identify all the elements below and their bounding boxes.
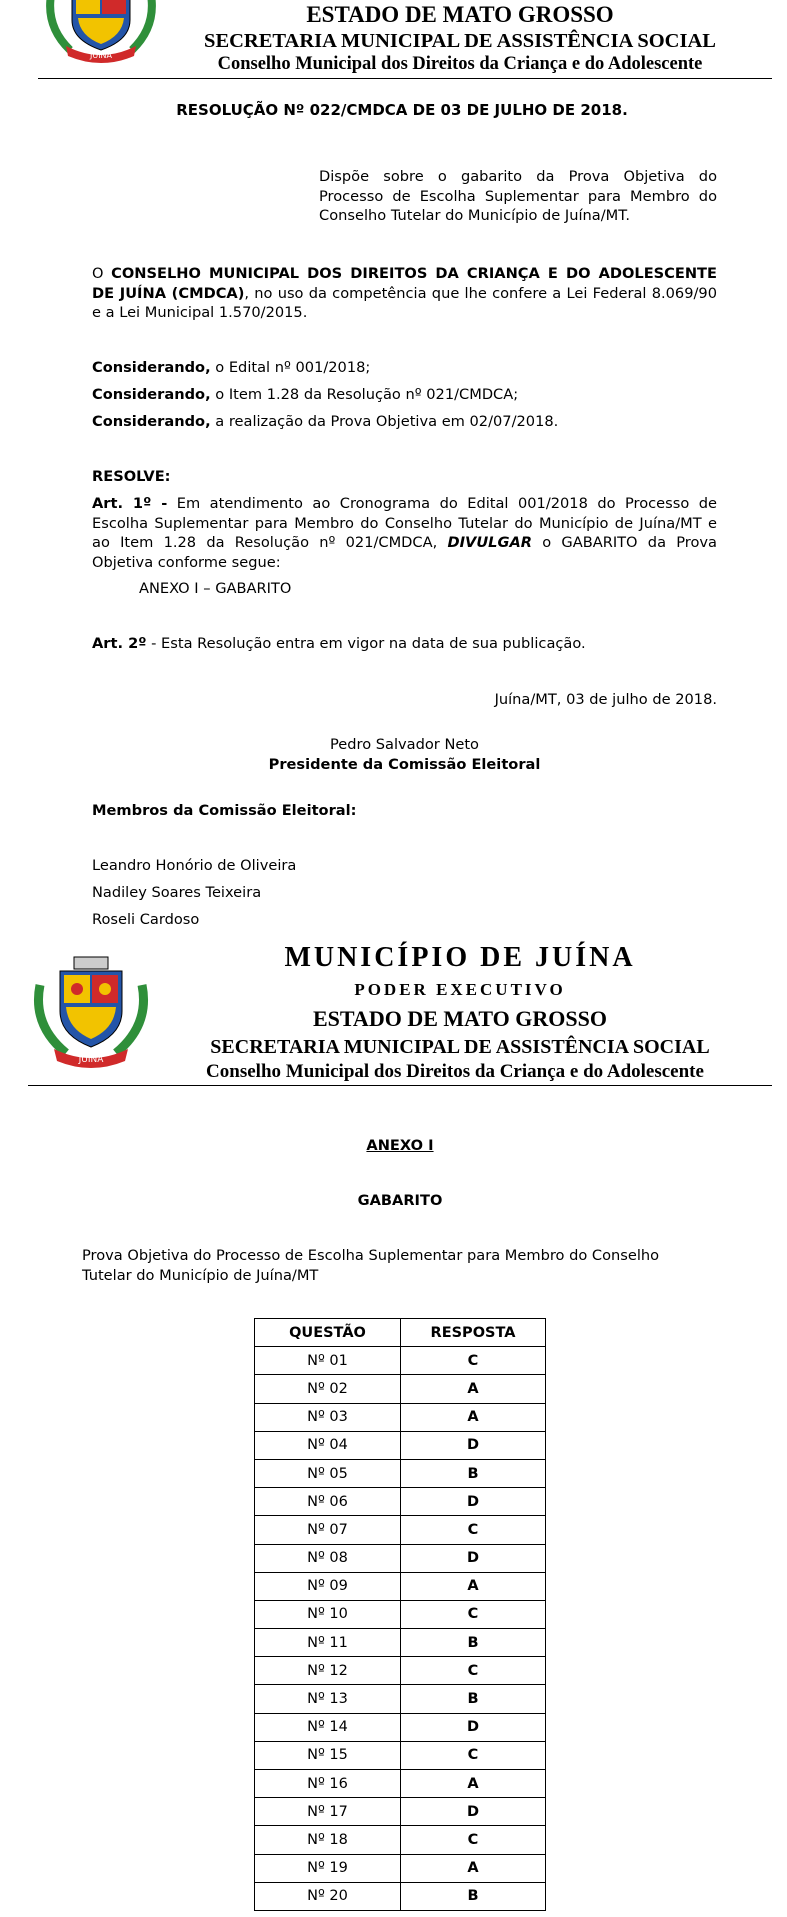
- art2-text: - Esta Resolução entra em vigor na data de sua publicação.: [146, 635, 586, 652]
- answer-cell: A: [401, 1403, 546, 1431]
- considerando-3: [92, 412, 717, 432]
- answer-cell: D: [401, 1713, 546, 1741]
- annex-description: Prova Objetiva do Processo de Escolha Suplementar para Membro do Conselho Tutelar do Município de Juína/MT: [82, 1247, 660, 1284]
- question-cell: Nº 01: [255, 1347, 401, 1375]
- table-row: [255, 1713, 546, 1741]
- answer-cell: C: [401, 1657, 546, 1685]
- question-cell: Nº 20: [255, 1882, 401, 1910]
- table-row: [255, 1488, 546, 1516]
- question-cell: Nº 04: [255, 1431, 401, 1459]
- considerando-text: o Edital nº 001/2018;: [210, 359, 371, 376]
- art1-text-a: Em atendimento ao Cronograma do Edital 001/2018 do Processo de Escolha Suplementar para Membro do Conselho Tutelar do Município de Juína/MT e ao Item 1.28 da Resolução nº 021/CMDCA,: [92, 495, 717, 551]
- art1-text-b: o GABARITO da Prova Objetiva conforme segue:: [92, 534, 717, 571]
- table-row: [255, 1770, 546, 1798]
- resolve-heading: RESOLVE:: [92, 468, 171, 485]
- intro-prefix: O: [92, 265, 112, 282]
- answer-cell: C: [401, 1347, 546, 1375]
- considerando-1: [92, 358, 717, 378]
- table-row: [255, 1431, 546, 1459]
- header-conselho: Conselho Municipal dos Direitos da Criança e do Adolescente: [217, 54, 703, 74]
- member-3: Roseli Cardoso: [92, 911, 200, 928]
- article-2: [92, 634, 717, 654]
- signer-name: Pedro Salvador Neto: [330, 736, 479, 753]
- crest-label-top: JUINA: [89, 51, 113, 60]
- column-header-answer: RESPOSTA: [401, 1319, 546, 1347]
- question-cell: Nº 19: [255, 1854, 401, 1882]
- considerando-text: o Item 1.28 da Resolução nº 021/CMDCA;: [210, 386, 519, 403]
- table-row: [255, 1403, 546, 1431]
- answer-cell: D: [401, 1488, 546, 1516]
- resolution-title: RESOLUÇÃO Nº 022/CMDCA DE 03 DE JULHO DE 2018.: [176, 101, 628, 119]
- table-row: [255, 1600, 546, 1628]
- table-row: [255, 1375, 546, 1403]
- table-row: [255, 1629, 546, 1657]
- table-row: [255, 1685, 546, 1713]
- place-date: Juína/MT, 03 de julho de 2018.: [494, 691, 717, 708]
- answer-cell: B: [401, 1459, 546, 1487]
- annex-reference: ANEXO I – GABARITO: [139, 580, 292, 597]
- header-divider: [38, 78, 772, 79]
- question-cell: Nº 13: [255, 1685, 401, 1713]
- question-cell: Nº 16: [255, 1770, 401, 1798]
- answer-cell: C: [401, 1741, 546, 1769]
- table-row: [255, 1854, 546, 1882]
- question-cell: Nº 12: [255, 1657, 401, 1685]
- considerando-label: Considerando,: [92, 386, 211, 403]
- considerando-label: Considerando,: [92, 359, 211, 376]
- crest-emblem: [32, 955, 150, 1070]
- question-cell: Nº 08: [255, 1544, 401, 1572]
- header-state: ESTADO DE MATO GROSSO: [306, 2, 614, 27]
- answer-cell: D: [401, 1544, 546, 1572]
- considerando-2: [92, 385, 717, 405]
- crest-emblem-top: [42, 0, 160, 68]
- answer-cell: A: [401, 1770, 546, 1798]
- question-cell: Nº 10: [255, 1600, 401, 1628]
- art2-label: Art. 2º: [92, 635, 147, 652]
- art1-emphasis: DIVULGAR: [447, 534, 532, 551]
- member-2: Nadiley Soares Teixeira: [92, 884, 262, 901]
- question-cell: Nº 18: [255, 1826, 401, 1854]
- resolution-summary: Dispõe sobre o gabarito da Prova Objetiva do Processo de Escolha Suplementar para Membro do Conselho Tutelar do Município de Juína/MT.: [319, 168, 717, 224]
- header-state-2: ESTADO DE MATO GROSSO: [312, 1006, 607, 1031]
- answer-cell: A: [401, 1572, 546, 1600]
- question-cell: Nº 17: [255, 1798, 401, 1826]
- answer-cell: D: [401, 1798, 546, 1826]
- header-poder: PODER EXECUTIVO: [354, 980, 566, 999]
- table-row: [255, 1516, 546, 1544]
- art1-label: Art. 1º -: [92, 495, 168, 512]
- member-1: Leandro Honório de Oliveira: [92, 857, 297, 874]
- answer-cell: A: [401, 1854, 546, 1882]
- answer-cell: C: [401, 1826, 546, 1854]
- intro-council-name: CONSELHO MUNICIPAL DOS DIREITOS DA CRIANÇA E DO ADOLESCENTE DE JUÍNA (CMDCA): [92, 265, 717, 302]
- answer-cell: D: [401, 1431, 546, 1459]
- article-1: [92, 494, 717, 572]
- table-row: [255, 1459, 546, 1487]
- intro-rest: , no uso da competência que lhe confere a Lei Federal 8.069/90 e a Lei Municipal 1.570/2015.: [92, 284, 717, 321]
- question-cell: Nº 09: [255, 1572, 401, 1600]
- table-row: [255, 1347, 546, 1375]
- answer-cell: B: [401, 1882, 546, 1910]
- resolution-intro: [92, 264, 717, 323]
- crest-label: JUINA: [78, 1055, 104, 1065]
- members-title: Membros da Comissão Eleitoral:: [92, 802, 357, 819]
- header-conselho-2: Conselho Municipal dos Direitos da Criança e do Adolescente: [206, 1061, 704, 1082]
- header-secretaria-2: SECRETARIA MUNICIPAL DE ASSISTÊNCIA SOCIAL: [210, 1036, 710, 1058]
- table-row: [255, 1882, 546, 1910]
- answer-key-table: [254, 1318, 546, 1911]
- question-cell: Nº 14: [255, 1713, 401, 1741]
- table-header-row: [255, 1319, 546, 1347]
- question-cell: Nº 06: [255, 1488, 401, 1516]
- considerando-label: Considerando,: [92, 413, 211, 430]
- answer-cell: A: [401, 1375, 546, 1403]
- answer-cell: C: [401, 1600, 546, 1628]
- question-cell: Nº 07: [255, 1516, 401, 1544]
- annex-subtitle: GABARITO: [357, 1192, 443, 1209]
- considerando-text: a realização da Prova Objetiva em 02/07/2018.: [210, 413, 559, 430]
- question-cell: Nº 03: [255, 1403, 401, 1431]
- question-cell: Nº 05: [255, 1459, 401, 1487]
- question-cell: Nº 11: [255, 1629, 401, 1657]
- signer-role: Presidente da Comissão Eleitoral: [268, 756, 541, 773]
- answer-cell: C: [401, 1516, 546, 1544]
- header-divider-2: [28, 1085, 772, 1086]
- table-row: [255, 1826, 546, 1854]
- question-cell: Nº 02: [255, 1375, 401, 1403]
- annex-title: ANEXO I: [366, 1137, 434, 1154]
- table-row: [255, 1798, 546, 1826]
- answer-cell: B: [401, 1629, 546, 1657]
- table-row: [255, 1544, 546, 1572]
- table-row: [255, 1657, 546, 1685]
- header-municipio: MUNICÍPIO DE JUÍNA: [284, 942, 636, 973]
- answer-cell: B: [401, 1685, 546, 1713]
- column-header-question: QUESTÃO: [255, 1319, 401, 1347]
- table-row: [255, 1572, 546, 1600]
- table-row: [255, 1741, 546, 1769]
- question-cell: Nº 15: [255, 1741, 401, 1769]
- header-secretaria: SECRETARIA MUNICIPAL DE ASSISTÊNCIA SOCIAL: [204, 30, 716, 52]
